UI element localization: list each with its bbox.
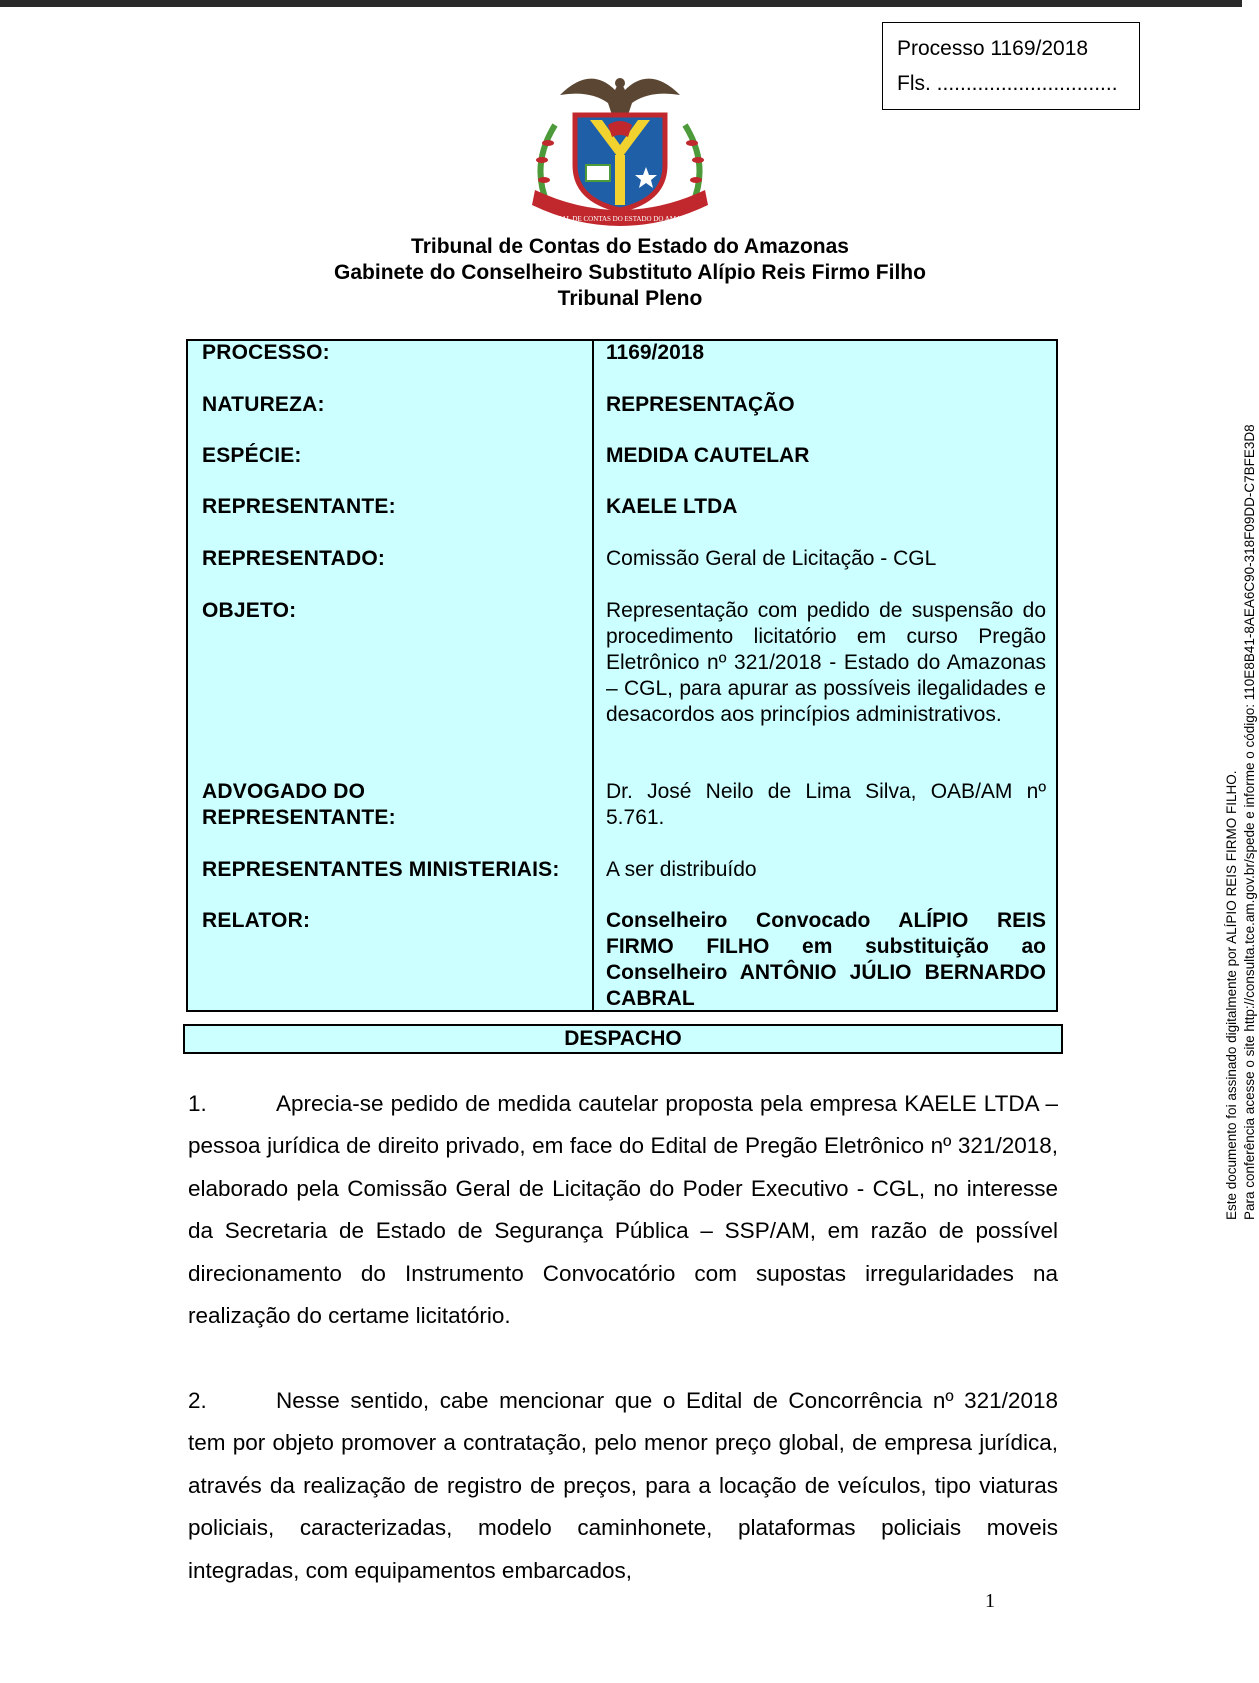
advogado-value: Dr. José Neilo de Lima Silva, OAB/AM nº 5.761. (606, 780, 1046, 829)
relator-label: RELATOR: (202, 909, 311, 932)
paragraph-2-number: 2. (188, 1388, 207, 1413)
relator-value: Conselheiro Convocado ALÍPIO REIS FIRMO FILHO em substituição ao Conselheiro ANTÔNIO JÚLIO BERNARDO CABRAL (606, 909, 1046, 1010)
process-info-table (186, 339, 1058, 1012)
page-number: 1 (985, 1590, 995, 1612)
representante-label: REPRESENTANTE: (202, 495, 396, 518)
digital-signature-note (1223, 320, 1259, 1220)
paragraph-1 (188, 1083, 1058, 1337)
process-number-text: Processo 1169/2018 (897, 37, 1089, 60)
top-edge-strip (0, 0, 1242, 7)
representante-value: KAELE LTDA (606, 495, 738, 518)
signature-line: Este documento foi assinado digitalmente por ALÍPIO REIS FIRMO FILHO. (1224, 770, 1239, 1220)
verification-line: Para conferência acesse o site http://consulta.tce.am.gov.br/spede e informe o código: 110E8B41-8AEA6C90-318F09DD-C7BFE3D8 (1242, 424, 1257, 1220)
processo-value: 1169/2018 (606, 341, 705, 364)
objeto-label: OBJETO: (202, 599, 297, 622)
plenary-name: Tribunal Pleno (557, 287, 703, 310)
representado-label: REPRESENTADO: (202, 547, 386, 570)
document-header (180, 234, 1080, 312)
seal-ribbon-text: TRIBUNAL DE CONTAS DO ESTADO DO AMAZONAS (535, 215, 705, 223)
natureza-label: NATUREZA: (202, 393, 325, 416)
process-number-box (882, 22, 1140, 110)
ministeriais-label: REPRESENTANTES MINISTERIAIS: (202, 858, 560, 881)
especie-value: MEDIDA CAUTELAR (606, 444, 810, 467)
despacho-title: DESPACHO (183, 1024, 1063, 1054)
natureza-value: REPRESENTAÇÃO (606, 393, 795, 416)
advogado-label-line1: ADVOGADO DO (202, 780, 366, 803)
paragraph-1-text: Aprecia-se pedido de medida cautelar proposta pela empresa KAELE LTDA – pessoa jurídica de direito privado, em face do Edital de Pregão Eletrônico nº 321/2018, elaborado pela Comissão Geral de Licitação do Poder Executivo - CGL, no interesse da Secretaria de Estado de Segurança Pública – SSP/AM, em razão de possível direcionamento do Instrumento Convocatório com supostas irregularidades na realização do certame licitatório. (188, 1091, 1058, 1329)
table-column-divider (592, 341, 594, 1010)
court-name: Tribunal de Contas do Estado do Amazonas (411, 235, 849, 258)
advogado-label (202, 779, 582, 831)
processo-label: PROCESSO: (202, 341, 330, 364)
paragraph-2 (188, 1380, 1058, 1592)
advogado-label-line2: REPRESENTANTE: (202, 806, 396, 829)
objeto-value: Representação com pedido de suspensão do procedimento licitatório em curso Pregão Eletrônico nº 321/2018 - Estado do Amazonas – CGL, para apurar as possíveis ilegalidades e desacordos aos princípios administrativos. (606, 599, 1046, 726)
ministeriais-value: A ser distribuído (606, 858, 757, 881)
folio-text: Fls. ............................... (897, 72, 1118, 95)
paragraph-1-number: 1. (188, 1091, 207, 1116)
tce-am-coat-of-arms-icon (520, 55, 720, 235)
cabinet-name: Gabinete do Conselheiro Substituto Alípio Reis Firmo Filho (334, 261, 926, 284)
paragraph-2-text: Nesse sentido, cabe mencionar que o Edital de Concorrência nº 321/2018 tem por objeto promover a contratação, pelo menor preço global, de empresa jurídica, através da realização de registro de preços, para a locação de veículos, tipo viaturas policiais, caracterizadas, modelo caminhonete, plataformas policiais moveis integradas, com equipamentos embarcados, (188, 1388, 1058, 1583)
representado-value: Comissão Geral de Licitação - CGL (606, 547, 937, 570)
especie-label: ESPÉCIE: (202, 444, 302, 467)
